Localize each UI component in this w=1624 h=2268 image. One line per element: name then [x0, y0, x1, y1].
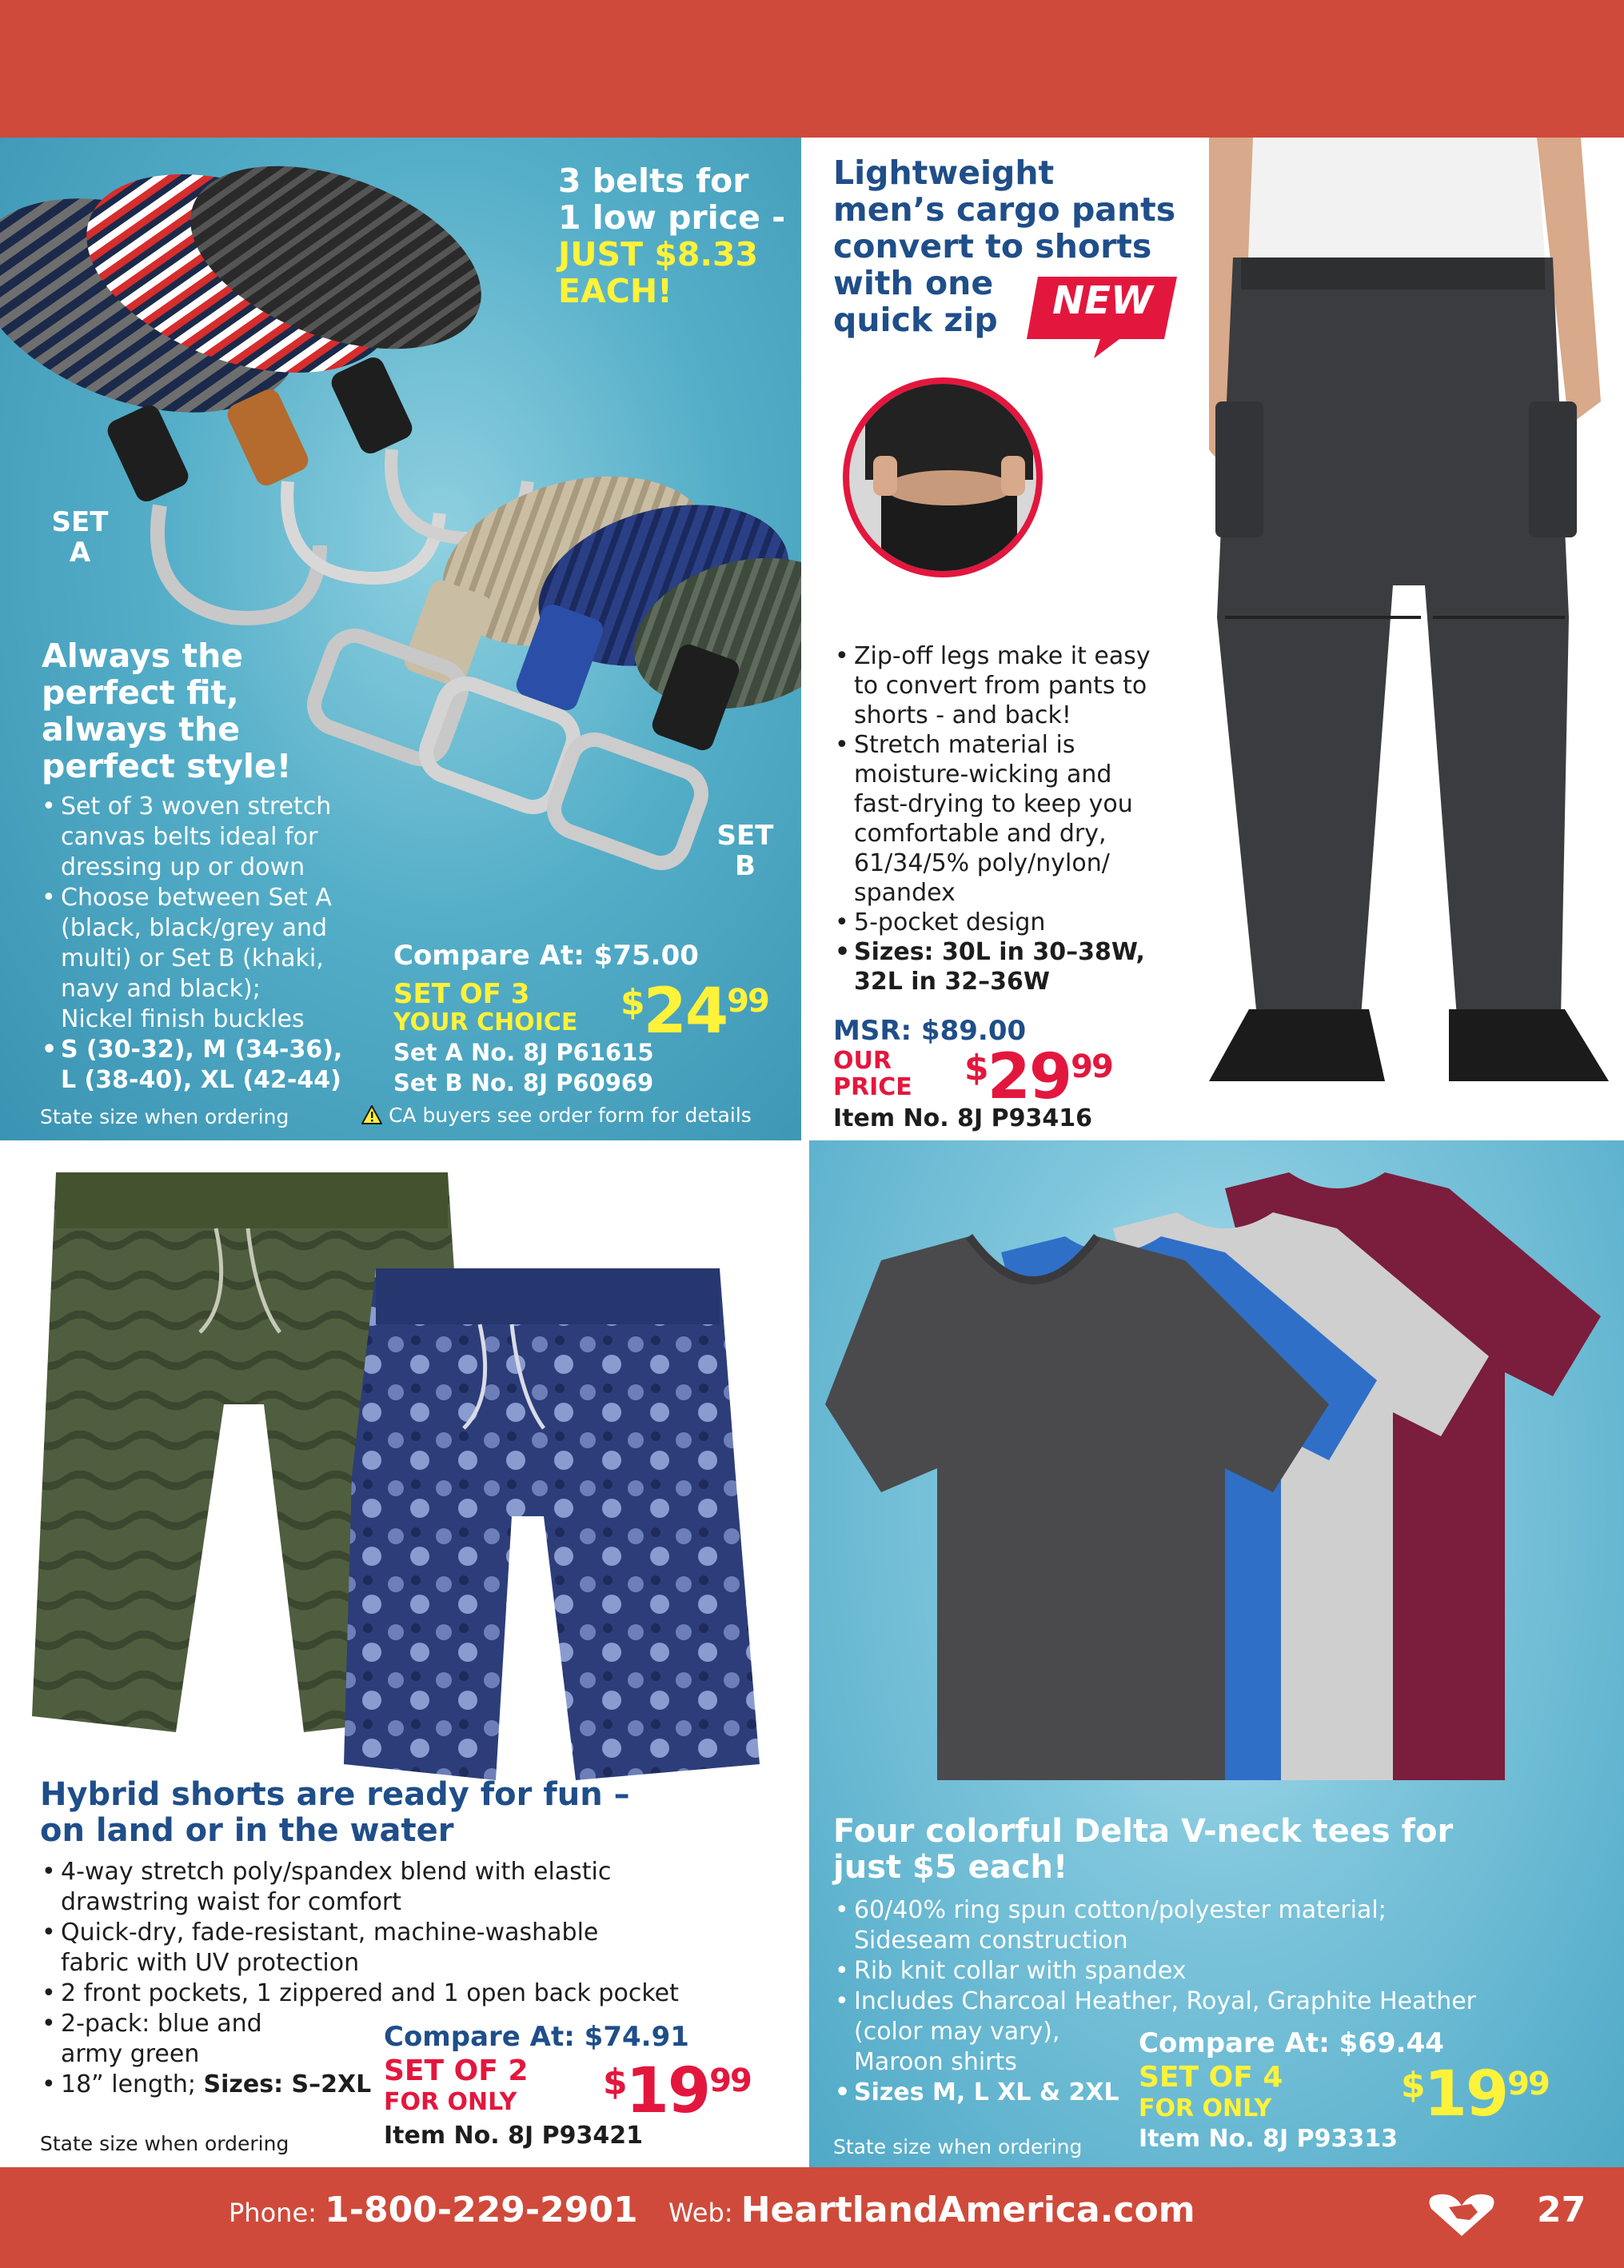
footer-website[interactable]: Web: HeartlandAmerica.com — [668, 2190, 1195, 2230]
belts-features — [40, 792, 392, 1096]
tees-price: $1999 — [1401, 2058, 1549, 2130]
shorts-price: $1999 — [603, 2055, 751, 2127]
ca-note: CA buyers see order form for details — [361, 1104, 752, 1127]
belts-panel — [0, 138, 801, 1140]
cargo-our-price-label: OUR PRICE — [833, 1047, 912, 1101]
cargo-feature-1: • Zip-off legs make it easy to convert from pants to shorts - and back! — [833, 641, 1209, 730]
shorts-feature-2: • Quick-dry, fade-resistant, machine-washable fabric with UV protection — [40, 1918, 800, 1979]
hybrid-shorts-illustration — [0, 1140, 809, 1780]
shorts-headline: Hybrid shorts are ready for fun – on land or in the water — [40, 1776, 630, 1849]
set-b-label: SET B — [716, 820, 774, 883]
cargo-msr: MSR: $89.00 — [833, 1015, 1027, 1047]
tees-item-number: Item No. 8J P93313 — [1139, 2125, 1398, 2153]
tees-feature-2: • Rib knit collar with spandex — [833, 1956, 1617, 1986]
shorts-state-size: State size when ordering — [40, 2132, 289, 2155]
vneck-tees-illustration — [809, 1140, 1624, 1804]
shorts-set-label: SET OF 2 — [384, 2054, 529, 2087]
belts-headline: Always the perfect fit, always the perfect style! — [42, 637, 292, 785]
cargo-headline: Lightweight men’s cargo pants convert to shorts with one quick zip — [833, 154, 1176, 339]
belts-item-a: Set A No. 8J P61615 — [393, 1039, 654, 1066]
belts-sizes: • S (30-32), M (34-36), L (38-40), XL (42-44) — [40, 1035, 392, 1096]
shorts-item-number: Item No. 8J P93421 — [384, 2122, 643, 2150]
tees-state-size: State size when ordering — [833, 2135, 1083, 2158]
set-a-label: SET A — [51, 506, 109, 569]
hybrid-shorts-panel — [0, 1140, 809, 2167]
cargo-features — [833, 641, 1209, 996]
tees-set-sub: FOR ONLY — [1139, 2094, 1272, 2122]
belts-compare-price: Compare At: $75.00 — [393, 940, 699, 972]
vneck-tees-panel — [809, 1140, 1624, 2167]
warning-icon — [361, 1105, 382, 1124]
belts-feature-2: • Choose between Set A (black, black/grey and multi) or Set B (khaki, navy and black); Nickel finish buckles — [40, 883, 392, 1035]
new-badge: NEW — [1023, 272, 1180, 360]
belts-set-label: SET OF 3 — [393, 978, 530, 1010]
cargo-feature-2: • Stretch material is moisture-wicking and fast-drying to keep you comfortable and dry, 61/34/5% poly/nylon/ spandex — [833, 730, 1209, 908]
top-banner — [0, 0, 1624, 138]
belts-item-b: Set B No. 8J P60969 — [393, 1069, 654, 1096]
belts-price: $2499 — [620, 976, 768, 1048]
shorts-feature-1: • 4-way stretch poly/spandex blend with elastic drawstring waist for comfort — [40, 1857, 800, 1918]
shorts-feature-4: • 2-pack: blue and army green — [40, 2009, 800, 2070]
tees-feature-1: • 60/40% ring spun cotton/polyester material; Sideseam construction — [833, 1895, 1617, 1956]
footer-phone[interactable]: Phone: 1-800-229-2901 — [229, 2190, 638, 2230]
page-number: 27 — [1537, 2190, 1586, 2230]
cargo-item-number: Item No. 8J P93416 — [833, 1104, 1092, 1132]
cargo-pants-panel — [801, 138, 1624, 1140]
blue-shorts — [344, 1268, 760, 1780]
tees-feature-3: • Includes Charcoal Heather, Royal, Graphite Heather (color may vary), Maroon shirts — [833, 1986, 1617, 2078]
cargo-price: $2999 — [964, 1041, 1112, 1113]
shorts-set-sub: FOR ONLY — [384, 2088, 517, 2116]
belts-feature-1: • Set of 3 woven stretch canvas belts ideal for dressing up or down — [40, 792, 392, 883]
tees-sizes: • Sizes M, L XL & 2XL — [833, 2078, 1617, 2108]
cargo-feature-3: • 5-pocket design — [833, 908, 1209, 937]
belts-state-size: State size when ordering — [40, 1105, 289, 1128]
shorts-compare-price: Compare At: $74.91 — [384, 2021, 689, 2053]
tees-headline: Four colorful Delta V-neck tees for just $5 each! — [833, 1813, 1454, 1886]
heart-america-logo-icon — [1425, 2191, 1498, 2239]
belts-set-sub: YOUR CHOICE — [393, 1008, 578, 1036]
cargo-sizes: • Sizes: 30L in 30–38W, 32L in 32–36W — [833, 937, 1209, 996]
tees-set-label: SET OF 4 — [1139, 2061, 1283, 2094]
tees-compare-price: Compare At: $69.44 — [1139, 2027, 1444, 2059]
shorts-feature-3: • 2 front pockets, 1 zippered and 1 open back pocket — [40, 1979, 800, 2009]
shorts-length-sizes: • 18” length; Sizes: S–2XL — [40, 2070, 800, 2100]
zip-detail-inset — [843, 377, 1043, 577]
belts-tagline: 3 belts for 1 low price - JUST $8.33 EACH! — [558, 162, 786, 310]
